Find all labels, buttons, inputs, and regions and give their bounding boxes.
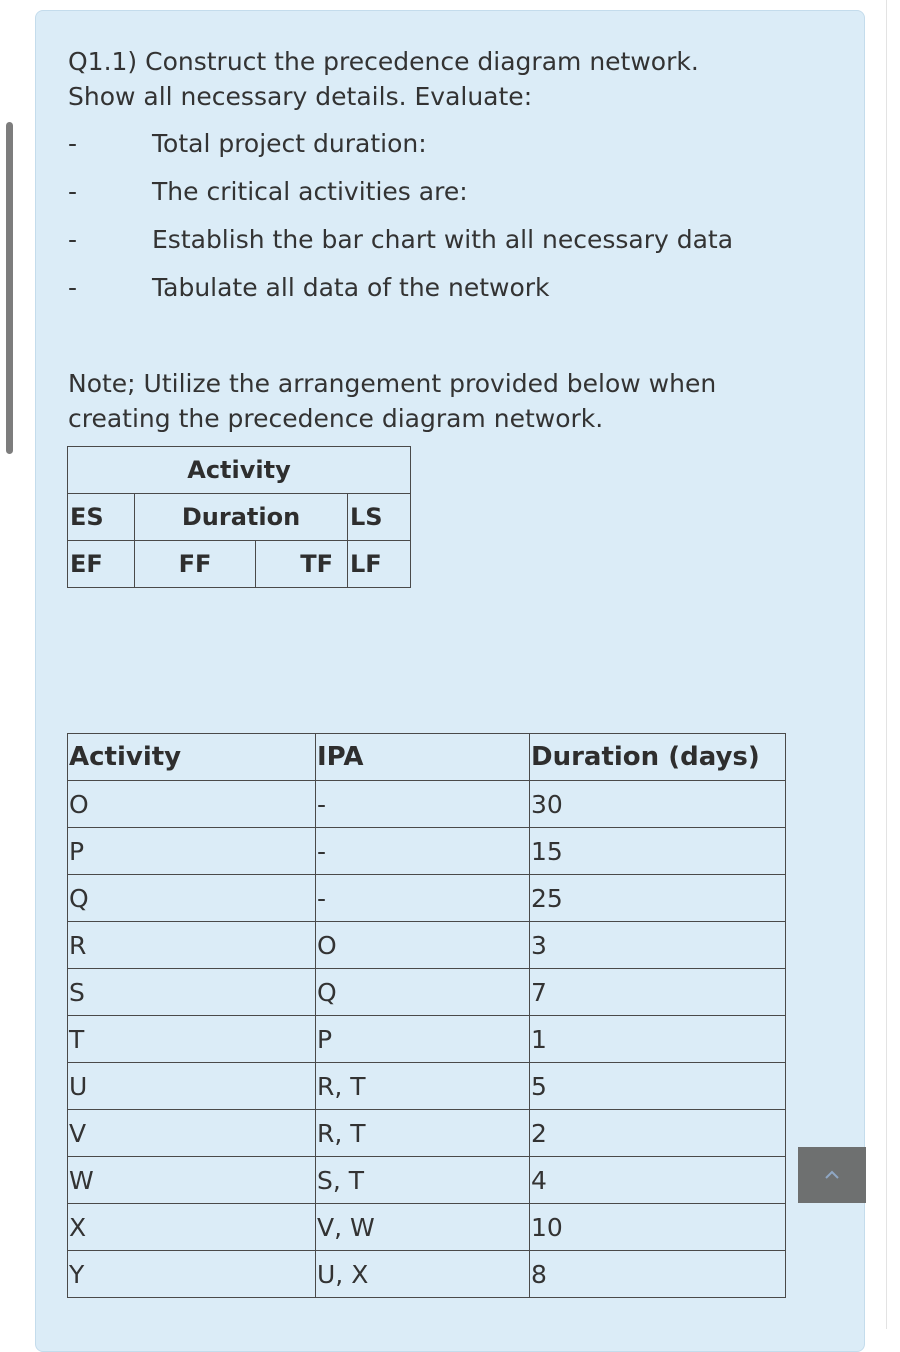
table-row: [68, 828, 786, 875]
cell-duration: 4: [530, 1157, 786, 1204]
legend-tf: TF: [256, 541, 348, 588]
cell-ipa: -: [316, 828, 530, 875]
cell-activity: U: [68, 1063, 316, 1110]
legend-es: ES: [68, 494, 135, 541]
question-title: Q1.1) Construct the precedence diagram network.: [68, 47, 699, 76]
task-item: [68, 270, 828, 318]
cell-activity: S: [68, 969, 316, 1016]
table-row: [68, 922, 786, 969]
bullet-dash: -: [68, 177, 78, 206]
cell-ipa: U, X: [316, 1251, 530, 1298]
cell-duration: 3: [530, 922, 786, 969]
back-to-top-button[interactable]: [798, 1147, 866, 1203]
legend-duration: Duration: [135, 494, 348, 541]
note-text: [68, 366, 716, 436]
table-row: [68, 1157, 786, 1204]
cell-duration: 15: [530, 828, 786, 875]
cell-duration: 30: [530, 781, 786, 828]
cell-activity: Q: [68, 875, 316, 922]
table-row: [68, 1251, 786, 1298]
task-text: Establish the bar chart with all necessary data: [152, 225, 734, 254]
header-activity: Activity: [68, 734, 316, 781]
bullet-dash: -: [68, 225, 78, 254]
cell-ipa: R, T: [316, 1063, 530, 1110]
cell-activity: V: [68, 1110, 316, 1157]
cell-ipa: V, W: [316, 1204, 530, 1251]
cell-ipa: Q: [316, 969, 530, 1016]
activity-table: [67, 733, 786, 1298]
bullet-dash: -: [68, 129, 78, 158]
cell-duration: 2: [530, 1110, 786, 1157]
cell-duration: 25: [530, 875, 786, 922]
node-legend-table: [67, 446, 411, 588]
task-item: [68, 126, 828, 174]
header-ipa: IPA: [316, 734, 530, 781]
note-line: Note; Utilize the arrangement provided below when: [68, 369, 717, 398]
table-row: [68, 875, 786, 922]
cell-ipa: O: [316, 922, 530, 969]
cell-ipa: -: [316, 875, 530, 922]
legend-ff: FF: [135, 541, 256, 588]
table-row: [68, 781, 786, 828]
cell-activity: P: [68, 828, 316, 875]
legend-ef: EF: [68, 541, 135, 588]
table-row: [68, 1016, 786, 1063]
legend-ls: LS: [348, 494, 411, 541]
cell-duration: 8: [530, 1251, 786, 1298]
cell-duration: 7: [530, 969, 786, 1016]
task-list: [68, 126, 828, 318]
bullet-dash: -: [68, 273, 78, 302]
task-item: [68, 174, 828, 222]
legend-lf: LF: [348, 541, 411, 588]
cell-activity: R: [68, 922, 316, 969]
table-header-row: [68, 734, 786, 781]
cell-activity: O: [68, 781, 316, 828]
cell-ipa: R, T: [316, 1110, 530, 1157]
cell-duration: 10: [530, 1204, 786, 1251]
cell-duration: 5: [530, 1063, 786, 1110]
legend-activity: Activity: [68, 447, 411, 494]
cell-activity: W: [68, 1157, 316, 1204]
cell-duration: 1: [530, 1016, 786, 1063]
header-duration: Duration (days): [530, 734, 786, 781]
question-intro: [68, 44, 699, 114]
task-item: [68, 222, 828, 270]
task-text: The critical activities are:: [152, 177, 468, 206]
cell-activity: X: [68, 1204, 316, 1251]
cell-ipa: P: [316, 1016, 530, 1063]
cell-ipa: -: [316, 781, 530, 828]
cell-ipa: S, T: [316, 1157, 530, 1204]
chevron-up-icon: [824, 1170, 840, 1180]
page-edge-divider: [886, 0, 887, 1329]
table-row: [68, 1110, 786, 1157]
table-row: [68, 969, 786, 1016]
table-row: [68, 1063, 786, 1110]
task-text: Total project duration:: [152, 129, 427, 158]
scroll-indicator[interactable]: [6, 122, 13, 454]
question-subtitle: Show all necessary details. Evaluate:: [68, 82, 533, 111]
note-line: creating the precedence diagram network.: [68, 404, 604, 433]
table-row: [68, 1204, 786, 1251]
cell-activity: Y: [68, 1251, 316, 1298]
cell-activity: T: [68, 1016, 316, 1063]
task-text: Tabulate all data of the network: [152, 273, 550, 302]
